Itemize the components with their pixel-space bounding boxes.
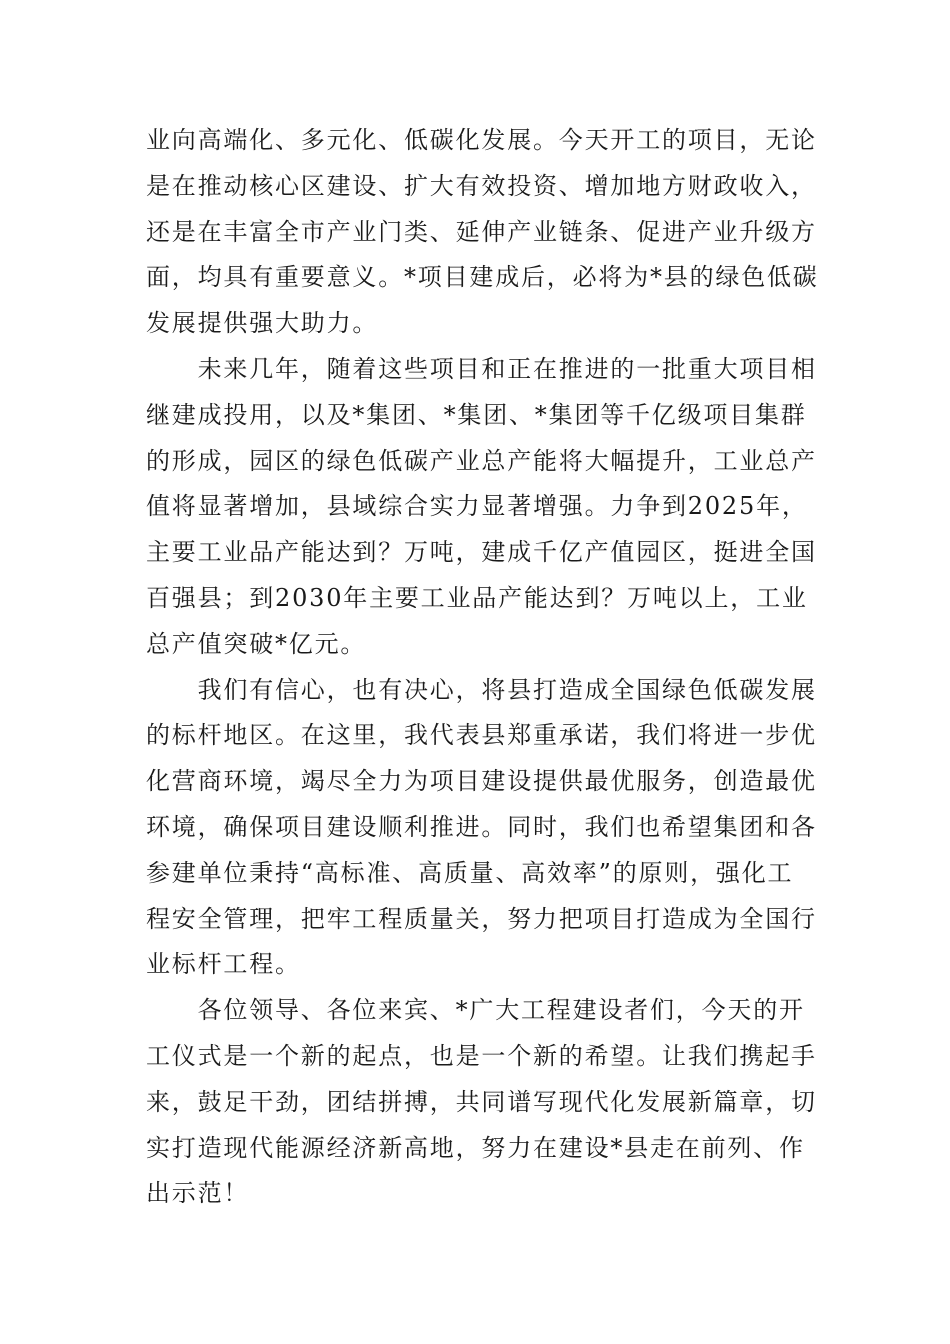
text-line: 各位领导、各位来宾、*广大工程建设者们，今天的开 xyxy=(146,996,805,1025)
text-line: 业标杆工程。 xyxy=(146,950,301,979)
text-line: 实打造现代能源经济新高地，努力在建设*县走在前列、作 xyxy=(146,1133,805,1162)
text-line: 未来几年，随着这些项目和正在推进的一批重大项目相 xyxy=(146,354,817,383)
text-line: 工仪式是一个新的起点，也是一个新的希望。让我们携起手 xyxy=(146,1041,817,1070)
document-body xyxy=(146,118,819,1217)
text-line: 环境，确保项目建设顺利推进。同时，我们也希望集团和各 xyxy=(146,812,817,841)
text-line: 总产值突破*亿元。 xyxy=(146,629,367,658)
text-line: 的标杆地区。在这里，我代表县郑重承诺，我们将进一步优 xyxy=(146,721,817,750)
text-line: 还是在丰富全市产业门类、延伸产业链条、促进产业升级方 xyxy=(146,217,817,246)
text-line: 是在推动核心区建设、扩大有效投资、增加地方财政收入， xyxy=(146,171,817,200)
text-line: 百强县；到2030年主要工业品产能达到？万吨以上，工业 xyxy=(146,583,808,612)
text-line: 面，均具有重要意义。*项目建成后，必将为*县的绿色低碳 xyxy=(146,263,819,292)
text-line: 出示范！ xyxy=(146,1179,250,1208)
paragraph-3 xyxy=(146,668,817,989)
text-line: 的形成，园区的绿色低碳产业总产能将大幅提升，工业总产 xyxy=(146,446,817,475)
paragraph-2 xyxy=(146,347,817,668)
paragraph-4 xyxy=(146,988,817,1217)
text-line: 主要工业品产能达到？万吨，建成千亿产值园区，挺进全国 xyxy=(146,538,817,567)
text-line: 参建单位秉持“高标准、高质量、高效率”的原则，强化工 xyxy=(146,858,794,887)
text-line: 程安全管理，把牢工程质量关，努力把项目打造成为全国行 xyxy=(146,904,817,933)
text-line: 发展提供强大助力。 xyxy=(146,309,379,338)
text-line: 来，鼓足干劲，团结拼搏，共同谱写现代化发展新篇章，切 xyxy=(146,1087,817,1116)
text-line: 值将显著增加，县域综合实力显著增强。力争到2025年， xyxy=(146,492,808,521)
paragraph-1 xyxy=(146,118,819,347)
text-line: 我们有信心，也有决心，将县打造成全国绿色低碳发展 xyxy=(146,675,817,704)
text-line: 化营商环境，竭尽全力为项目建设提供最优服务，创造最优 xyxy=(146,767,817,796)
text-line: 业向高端化、多元化、低碳化发展。今天开工的项目，无论 xyxy=(146,126,817,154)
text-line: 继建成投用，以及*集团、*集团、*集团等千亿级项目集群 xyxy=(146,400,807,429)
